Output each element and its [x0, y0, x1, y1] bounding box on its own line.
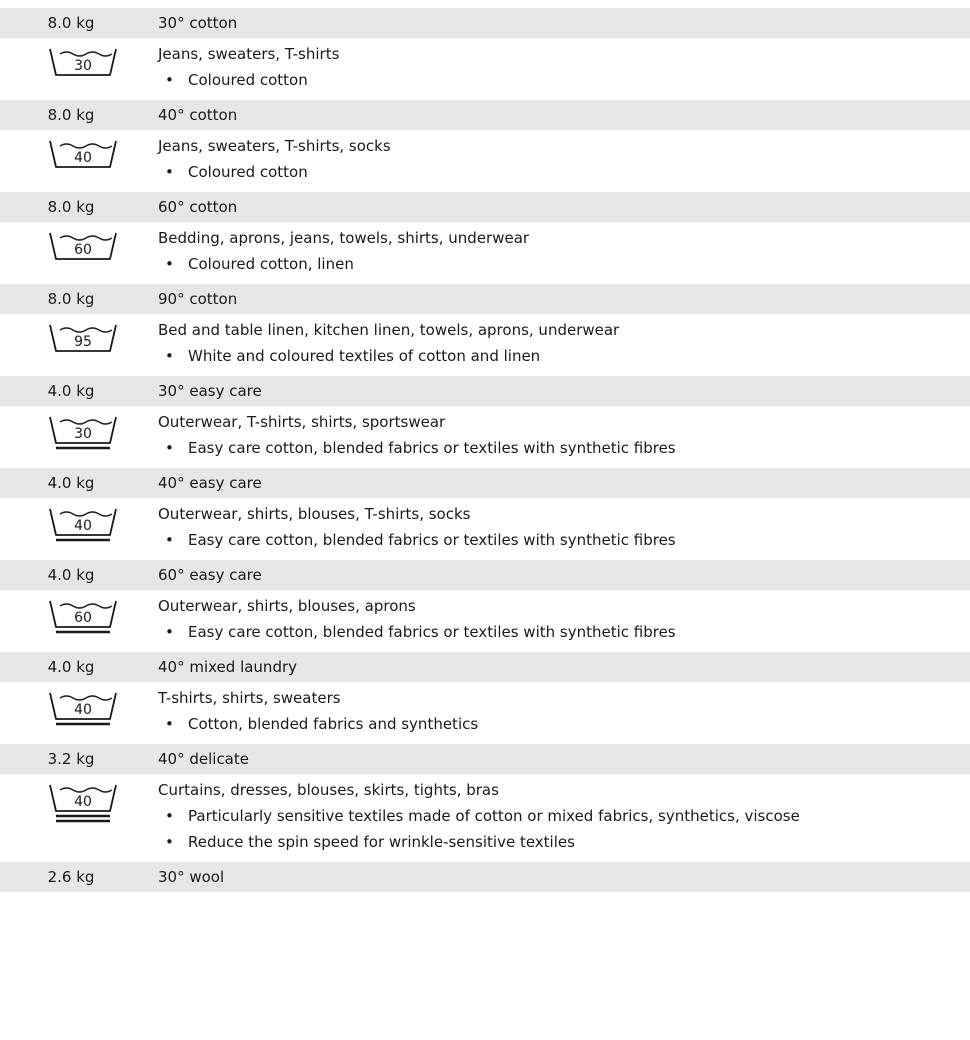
program-name: 60° easy care	[158, 566, 262, 584]
program-detail-row	[0, 498, 970, 560]
svg-text:95: 95	[74, 334, 92, 350]
top-strip	[0, 0, 970, 8]
program-name: 60° cotton	[158, 198, 238, 216]
program-header-row	[0, 284, 970, 314]
garment-list: T-shirts, shirts, sweaters	[158, 689, 341, 707]
program-name: 40° easy care	[158, 474, 262, 492]
program-detail-row	[0, 682, 970, 744]
wash-temperature-icon	[48, 781, 118, 827]
fabric-note: Reduce the spin speed for wrinkle-sensitive textiles	[188, 833, 575, 851]
fabric-note: Cotton, blended fabrics and synthetics	[188, 715, 479, 733]
wash-temperature-icon	[48, 505, 118, 551]
load-value: 8.0 kg	[47, 198, 95, 216]
wash-temperature-icon	[48, 689, 118, 735]
wash-temperature-icon	[48, 413, 118, 459]
program-name: 40° cotton	[158, 106, 238, 124]
program-detail-row	[0, 38, 970, 100]
fabric-note: Easy care cotton, blended fabrics or textiles with synthetic fibres	[188, 439, 676, 457]
load-value: 8.0 kg	[47, 14, 95, 32]
load-value: 4.0 kg	[47, 382, 95, 400]
program-name: 40° mixed laundry	[158, 658, 298, 676]
bullet-icon: •	[165, 715, 174, 733]
garment-list: Jeans, sweaters, T-shirts, socks	[158, 137, 391, 155]
svg-text:40: 40	[74, 702, 92, 718]
bullet-icon: •	[165, 833, 174, 851]
program-detail-row	[0, 774, 970, 862]
fabric-note: Particularly sensitive textiles made of cotton or mixed fabrics, synthetics, viscose	[188, 807, 800, 825]
wash-temperature-icon	[48, 45, 118, 91]
load-value: 8.0 kg	[47, 106, 95, 124]
garment-list: Outerwear, T-shirts, shirts, sportswear	[158, 413, 446, 431]
svg-text:60: 60	[74, 610, 92, 626]
program-name: 90° cotton	[158, 290, 238, 308]
program-header-row	[0, 376, 970, 406]
program-detail-row	[0, 406, 970, 468]
wash-temperature-icon	[48, 321, 118, 367]
program-name: 30° wool	[158, 868, 225, 886]
garment-list: Jeans, sweaters, T-shirts	[158, 45, 340, 63]
bullet-icon: •	[165, 439, 174, 457]
load-value: 2.6 kg	[47, 868, 95, 886]
wash-temperature-icon	[48, 229, 118, 275]
program-header-row	[0, 652, 970, 682]
program-detail-row	[0, 222, 970, 284]
bullet-icon: •	[165, 623, 174, 641]
program-name: 40° delicate	[158, 750, 249, 768]
load-value: 4.0 kg	[47, 474, 95, 492]
load-value: 8.0 kg	[47, 290, 95, 308]
garment-list: Bedding, aprons, jeans, towels, shirts, underwear	[158, 229, 530, 247]
fabric-note: Coloured cotton	[188, 163, 308, 181]
load-value: 4.0 kg	[47, 566, 95, 584]
load-value: 4.0 kg	[47, 658, 95, 676]
program-header-row	[0, 192, 970, 222]
program-header-row	[0, 468, 970, 498]
program-header-row	[0, 744, 970, 774]
fabric-note: Coloured cotton	[188, 71, 308, 89]
fabric-note: Easy care cotton, blended fabrics or textiles with synthetic fibres	[188, 623, 676, 641]
program-name: 30° easy care	[158, 382, 262, 400]
program-name: 30° cotton	[158, 14, 238, 32]
program-detail-row	[0, 130, 970, 192]
svg-text:60: 60	[74, 242, 92, 258]
svg-text:30: 30	[74, 426, 92, 442]
program-header-row	[0, 8, 970, 38]
bullet-icon: •	[165, 347, 174, 365]
svg-text:40: 40	[74, 150, 92, 166]
garment-list: Outerwear, shirts, blouses, T-shirts, socks	[158, 505, 471, 523]
garment-list: Curtains, dresses, blouses, skirts, tights, bras	[158, 781, 499, 799]
svg-text:40: 40	[74, 518, 92, 534]
wash-temperature-icon	[48, 137, 118, 183]
bullet-icon: •	[165, 255, 174, 273]
program-header-row	[0, 862, 970, 892]
fabric-note: Easy care cotton, blended fabrics or textiles with synthetic fibres	[188, 531, 676, 549]
bullet-icon: •	[165, 71, 174, 89]
garment-list: Outerwear, shirts, blouses, aprons	[158, 597, 416, 615]
bullet-icon: •	[165, 531, 174, 549]
program-detail-row	[0, 590, 970, 652]
svg-text:40: 40	[74, 794, 92, 810]
garment-list: Bed and table linen, kitchen linen, towels, aprons, underwear	[158, 321, 620, 339]
svg-text:30: 30	[74, 58, 92, 74]
fabric-note: White and coloured textiles of cotton and linen	[188, 347, 541, 365]
bullet-icon: •	[165, 163, 174, 181]
program-detail-row	[0, 314, 970, 376]
load-value: 3.2 kg	[47, 750, 95, 768]
program-header-row	[0, 100, 970, 130]
wash-temperature-icon	[48, 597, 118, 643]
fabric-note: Coloured cotton, linen	[188, 255, 354, 273]
bullet-icon: •	[165, 807, 174, 825]
program-header-row	[0, 560, 970, 590]
